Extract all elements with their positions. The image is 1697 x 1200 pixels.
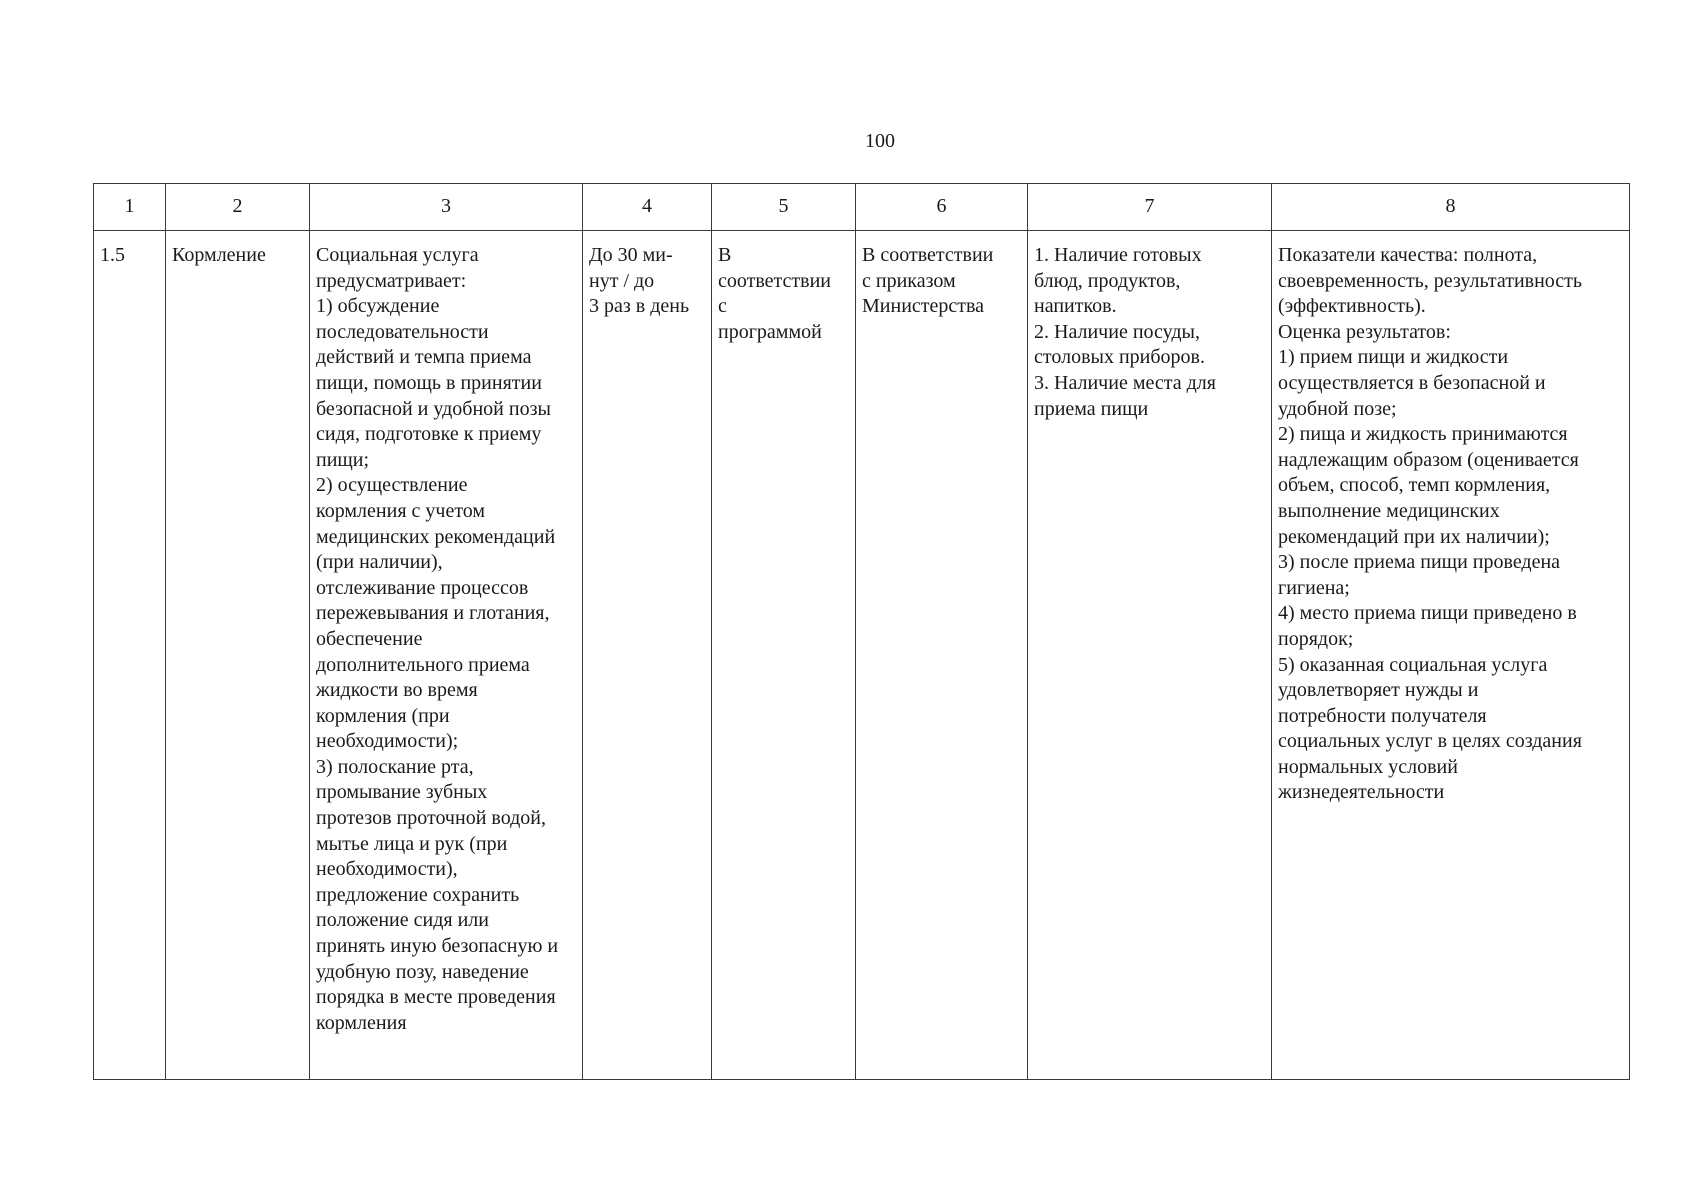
conditions-cell: [1028, 231, 1272, 1080]
header-cell-3: 3: [310, 184, 583, 231]
services-table: [93, 183, 1630, 1080]
quality-indicators-text: Показатели качества: полнота, своевременность, результативность (эффективность). Оценка результатов: 1) прием пищи и жидкости осуществляется в безопасной и удобной позе; 2) пища и жидкость принимаются надлежащим образом (оценивается объем, способ, темп кормления, выполнение медицинских рекомендаций при их наличии); 3) после приема пищи проведена гигиена; 4) место приема пищи приведено в порядок; 5) оказанная социальная услуга удовлетворяет нужды и потребности получателя социальных услуг в целях создания нормальных условий жизнедеятельности: [1278, 244, 1583, 804]
ministry-order-cell: [856, 231, 1028, 1080]
conditions-text: 1. Наличие готовых блюд, продуктов, напитков. 2. Наличие посуды, столовых приборов. 3. Наличие места для приема пищи: [1034, 244, 1216, 420]
header-cell-5: 5: [712, 184, 856, 231]
header-cell-7: 7: [1028, 184, 1272, 231]
page-number: 100: [865, 130, 895, 152]
program-cell: [712, 231, 856, 1080]
program-text: В соответствии с программой: [718, 244, 832, 343]
duration-cell: [583, 231, 712, 1080]
service-name: Кормление: [172, 244, 266, 266]
ministry-order-text: В соответствии с приказом Министерства: [862, 244, 994, 318]
table-row: [94, 231, 1630, 1080]
header-cell-1: 1: [94, 184, 166, 231]
service-description: Социальная услуга предусматривает: 1) обсуждение последовательности действий и темпа приема пищи, помощь в принятии безопасной и удобной позы сидя, подготовке к приему пищи; 2) осуществление кормления с учетом медицинских рекомендаций (при наличии), отслеживание процессов пережевывания и глотания, обеспечение дополнительного приема жидкости во время кормления (при необходимости); 3) полоскание рта, промывание зубных протезов проточной водой, мытье лица и рук (при необходимости), предложение сохранить положение сидя или принять иную безопасную и удобную позу, наведение порядка в месте проведения кормления: [316, 244, 559, 1034]
quality-indicators-cell: [1272, 231, 1630, 1080]
header-cell-6: 6: [856, 184, 1028, 231]
item-number-cell: [94, 231, 166, 1080]
duration-text: До 30 ми- нут / до 3 раз в день: [589, 244, 690, 318]
service-name-cell: [166, 231, 310, 1080]
table-header-row: [94, 184, 1630, 231]
header-cell-2: 2: [166, 184, 310, 231]
service-description-cell: [310, 231, 583, 1080]
header-cell-4: 4: [583, 184, 712, 231]
header-cell-8: 8: [1272, 184, 1630, 231]
item-number: 1.5: [100, 244, 125, 266]
